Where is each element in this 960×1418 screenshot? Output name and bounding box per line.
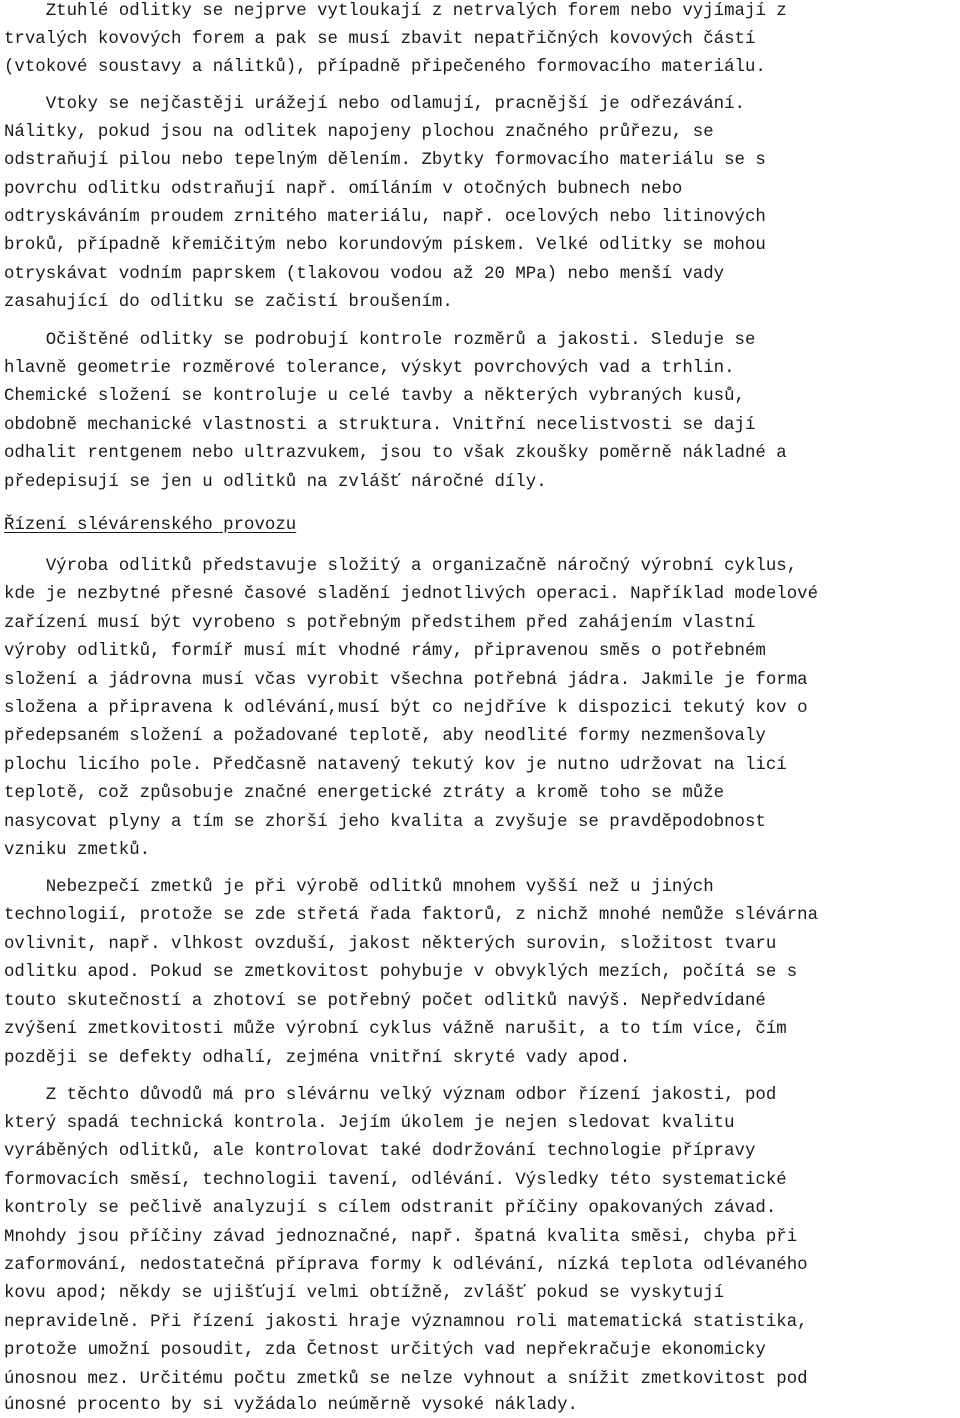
text-line: výroby odlitků, formíř musí mít vhodné rámy, připravenou směs o potřebném xyxy=(4,642,766,661)
text-line: později se defekty odhalí, zejména vnitřní skryté vady apod. xyxy=(4,1049,631,1068)
text-line: plochu licího pole. Předčasně natavený tekutý kov je nutno udržovat na licí xyxy=(4,756,787,775)
text-line: ovlivnit, např. vlhkost ovzduší, jakost některých surovin, složitost tvaru xyxy=(4,935,777,954)
text-line: Vtoky se nejčastěji urážejí nebo odlamují, pracnější je odřezávání. xyxy=(4,95,745,114)
text-line: Chemické složení se kontroluje u celé tavby a některých vybraných kusů, xyxy=(4,387,745,406)
text-line: Ztuhlé odlitky se nejprve vytloukají z netrvalých forem nebo vyjímají z xyxy=(4,2,787,21)
text-line: trvalých kovových forem a pak se musí zbavit nepatřičných kovových částí xyxy=(4,30,756,49)
text-line: předepisují se jen u odlitků na zvlášť náročné díly. xyxy=(4,473,547,492)
section-heading: Řízení slévárenského provozu xyxy=(4,516,297,535)
text-line: povrchu odlitku odstraňují např. omíláním v otočných bubnech nebo xyxy=(4,180,683,199)
text-line: hlavně geometrie rozměrové tolerance, výskyt povrchových vad a trhlin. xyxy=(4,359,735,378)
text-line: předepsaném složení a požadované teplotě, aby neodlité formy nezmenšovaly xyxy=(4,727,766,746)
text-line: zvýšení zmetkovitosti může výrobní cyklus vážně narušit, a to tím více, čím xyxy=(4,1020,787,1039)
text-line: teplotě, což způsobuje značné energetické ztráty a kromě toho se může xyxy=(4,784,725,803)
text-line: technologií, protože se zde střetá řada faktorů, z nichž mnohé nemůže slévárna xyxy=(4,906,819,925)
text-line: složení a jádrovna musí včas vyrobit všechna potřebná jádra. Jakmile je forma xyxy=(4,671,808,690)
text-line: složena a připravena k odlévání,musí být co nejdříve k dispozici tekutý kov o xyxy=(4,699,808,718)
text-line: (vtokové soustavy a nálitků), případně připečeného formovacího materiálu. xyxy=(4,58,766,77)
text-line: touto skutečností a zhotoví se potřebný počet odlitků navýš. Nepředvídané xyxy=(4,992,766,1011)
text-line: zasahující do odlitku se začistí broušením. xyxy=(4,293,453,312)
text-line: únosné procento by si vyžádalo neúměrně vysoké náklady. xyxy=(4,1396,578,1415)
text-line: Očištěné odlitky se podrobují kontrole rozměrů a jakosti. Sleduje se xyxy=(4,331,756,350)
text-line: formovacích směsí, technologii tavení, odlévání. Výsledky této systematické xyxy=(4,1171,787,1190)
text-line: Výroba odlitků představuje složitý a organizačně náročný výrobní cyklus, xyxy=(4,557,798,576)
text-line: Mnohdy jsou příčiny závad jednoznačné, např. špatná kvalita směsi, chyba při xyxy=(4,1228,798,1247)
text-line: vzniku zmetků. xyxy=(4,841,151,860)
text-line: odhalit rentgenem nebo ultrazvukem, jsou to však zkoušky poměrně nákladné a xyxy=(4,444,787,463)
text-line: protože umožní posoudit, zda Četnost určitých vad nepřekračuje ekonomicky xyxy=(4,1341,766,1360)
text-line: nasycovat plyny a tím se zhorší jeho kvalita a zvyšuje se pravděpodobnost xyxy=(4,813,766,832)
text-line: kontroly se pečlivě analyzují s cílem odstranit příčiny opakovaných závad. xyxy=(4,1199,777,1218)
text-line: který spadá technická kontrola. Jejím úkolem je nejen sledovat kvalitu xyxy=(4,1114,735,1133)
text-line: obdobně mechanické vlastnosti a struktura. Vnitřní necelistvosti se dají xyxy=(4,416,756,435)
text-line: broků, případně křemičitým nebo korundovým pískem. Velké odlitky se mohou xyxy=(4,236,766,255)
text-line: zaformování, nedostatečná příprava formy k odlévání, nízká teplota odlévaného xyxy=(4,1256,808,1275)
text-line: kovu apod; někdy se ujišťují velmi obtížně, zvlášť pokud se vyskytují xyxy=(4,1284,725,1303)
text-line: Z těchto důvodů má pro slévárnu velký význam odbor řízení jakosti, pod xyxy=(4,1086,777,1105)
text-line: otryskávat vodním paprskem (tlakovou vodou až 20 MPa) nebo menší vady xyxy=(4,265,725,284)
text-line: únosnou mez. Určitému počtu zmetků se nelze vyhnout a snížit zmetkovitost pod xyxy=(4,1370,808,1389)
text-line: odtryskáváním proudem zrnitého materiálu, např. ocelových nebo litinových xyxy=(4,208,766,227)
text-line: Nálitky, pokud jsou na odlitek napojeny plochou značného průřezu, se xyxy=(4,123,714,142)
text-line: nepravidelně. Při řízení jakosti hraje významnou roli matematická statistika, xyxy=(4,1313,808,1332)
text-line: vyráběných odlitků, ale kontrolovat také dodržování technologie přípravy xyxy=(4,1142,756,1161)
text-line: odlitku apod. Pokud se zmetkovitost pohybuje v obvyklých mezích, počítá se s xyxy=(4,963,798,982)
text-line: Nebezpečí zmetků je při výrobě odlitků mnohem vyšší než u jiných xyxy=(4,878,714,897)
text-line: odstraňují pilou nebo tepelným dělením. Zbytky formovacího materiálu se s xyxy=(4,151,766,170)
text-line: kde je nezbytné přesné časové sladění jednotlivých operaci. Například modelové xyxy=(4,585,819,604)
text-line: zařízení musí být vyrobeno s potřebným předstihem před zahájením vlastní xyxy=(4,614,756,633)
